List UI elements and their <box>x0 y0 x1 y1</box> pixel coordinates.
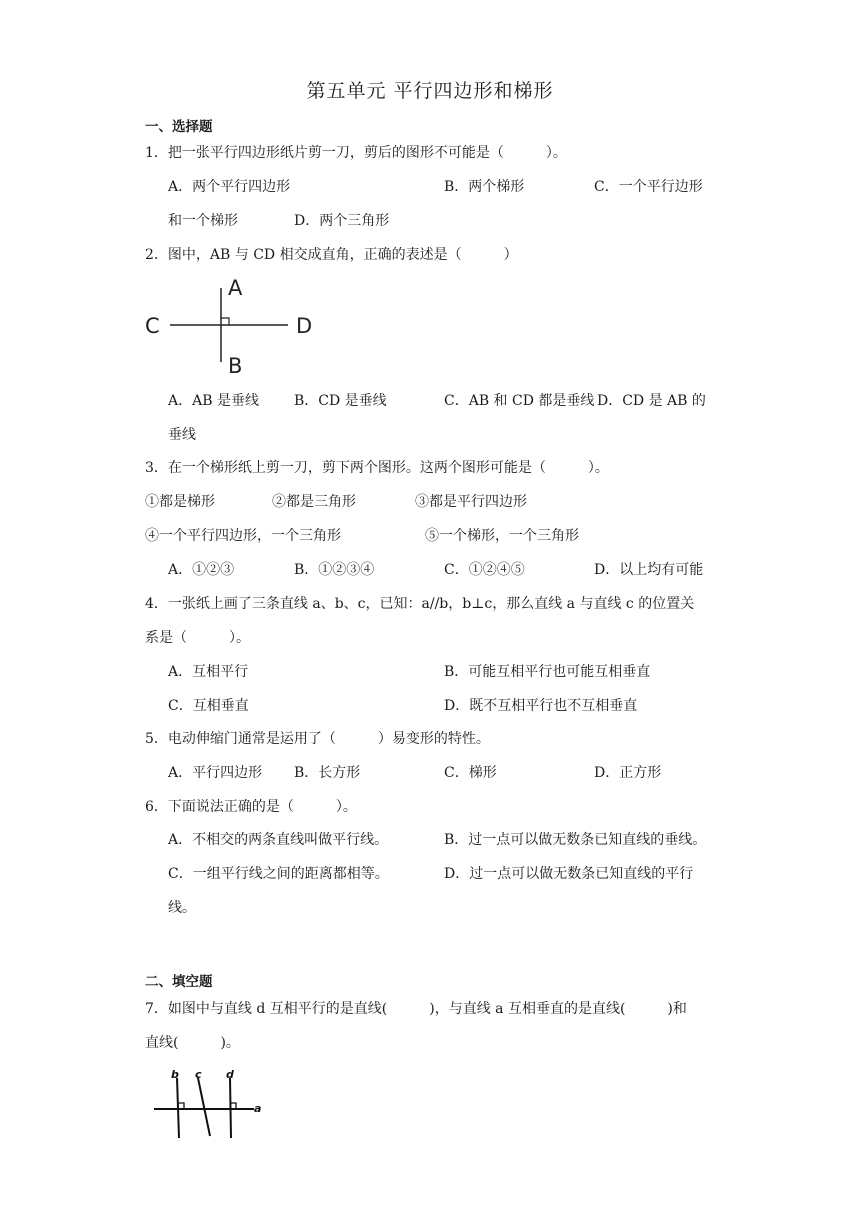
item-3: ③都是平行四边形 <box>415 494 527 510</box>
lines-figure <box>150 1066 265 1141</box>
option-a: A．AB 是垂线 <box>168 393 259 409</box>
option-d: D．过一点可以做无数条已知直线的平行 <box>444 866 694 882</box>
option-d: D．两个三角形 <box>294 213 390 229</box>
question-stem: 2．图中，AB 与 CD 相交成直角，正确的表述是（ ） <box>145 247 518 263</box>
question-stem-continued: 直线( )。 <box>145 1035 240 1051</box>
option-b: B．可能互相平行也可能互相垂直 <box>444 664 651 680</box>
option-d: D．正方形 <box>594 765 662 781</box>
option-a: A．平行四边形 <box>168 765 263 781</box>
label-d: D <box>296 314 313 338</box>
item-1: ①都是梯形 <box>145 494 215 510</box>
label-a: a <box>254 1102 262 1115</box>
section-heading-choice: 一、选择题 <box>145 119 213 135</box>
label-b: B <box>228 354 243 378</box>
label-c: C <box>145 314 160 338</box>
option-d: D．CD 是 AB 的 <box>597 393 706 409</box>
option-a: A．不相交的两条直线叫做平行线。 <box>168 832 389 848</box>
question-stem: 3．在一个梯形纸上剪一刀，剪下两个图形。这两个图形可能是（ ）。 <box>145 460 609 476</box>
item-5: ⑤一个梯形，一个三角形 <box>425 528 579 544</box>
option-c: C．一个平行边形 <box>594 179 703 195</box>
option-b: B．①②③④ <box>294 562 375 578</box>
item-2: ②都是三角形 <box>272 494 356 510</box>
line-d <box>230 1078 231 1138</box>
option-b: B．过一点可以做无数条已知直线的垂线。 <box>444 832 707 848</box>
section-heading-fill: 二、填空题 <box>145 974 213 990</box>
question-stem: 7．如图中与直线 d 互相平行的是直线( )，与直线 a 互相垂直的是直线( )和 <box>145 1001 687 1017</box>
label-b: b <box>171 1068 179 1081</box>
line-c <box>198 1078 210 1136</box>
label-d: d <box>226 1068 234 1081</box>
option-c: C．一组平行线之间的距离都相等。 <box>168 866 389 882</box>
option-c: C．①②④⑤ <box>444 562 525 578</box>
option-a: A．互相平行 <box>168 664 249 680</box>
question-stem: 1．把一张平行四边形纸片剪一刀，剪后的图形不可能是（ ）。 <box>145 145 567 161</box>
option-b: B．两个梯形 <box>444 179 525 195</box>
question-stem: 4．一张纸上画了三条直线 a、b、c，已知：a//b，b⊥c，那么直线 a 与直线 c 的位置关 <box>145 596 695 612</box>
right-angle-mark <box>221 318 229 325</box>
perpendicular-figure <box>140 272 330 380</box>
option-d-continued: 线。 <box>168 900 196 916</box>
option-d: D．既不互相平行也不互相垂直 <box>444 698 638 714</box>
option-a: A．两个平行四边形 <box>168 179 291 195</box>
option-d-continued: 垂线 <box>168 427 196 443</box>
option-b: B．长方形 <box>294 765 361 781</box>
item-4: ④一个平行四边形，一个三角形 <box>145 528 341 544</box>
option-a: A．①②③ <box>168 562 235 578</box>
line-b <box>177 1078 179 1138</box>
option-c-continued: 和一个梯形 <box>168 213 238 229</box>
question-stem-continued: 系是（ ）。 <box>145 630 250 646</box>
label-c: c <box>195 1068 202 1081</box>
option-b: B．CD 是垂线 <box>294 393 387 409</box>
question-stem: 5．电动伸缩门通常是运用了（ ）易变形的特性。 <box>145 731 490 747</box>
option-c: C．互相垂直 <box>168 698 249 714</box>
question-stem: 6．下面说法正确的是（ ）。 <box>145 799 357 815</box>
option-c: C．AB 和 CD 都是垂线 <box>444 393 595 409</box>
option-d: D．以上均有可能 <box>594 562 704 578</box>
page-title: 第五单元 平行四边形和梯形 <box>306 80 554 102</box>
option-c: C．梯形 <box>444 765 497 781</box>
label-a: A <box>228 276 243 300</box>
